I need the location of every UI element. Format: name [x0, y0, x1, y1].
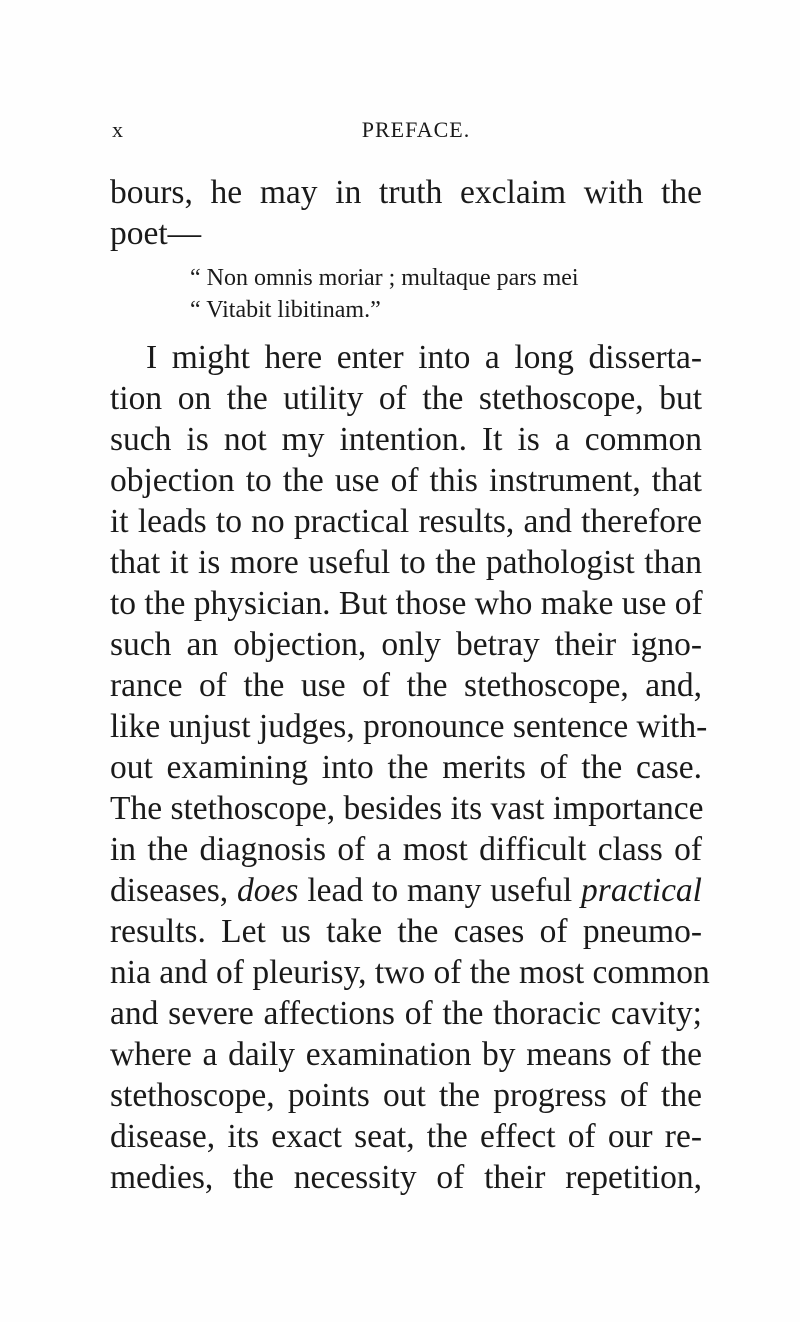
text-line: I might here enter into a long disserta-	[146, 339, 702, 376]
text-line: to the physician. But those who make use of	[110, 585, 703, 622]
text-line: tion on the utility of the stethoscope, but	[110, 380, 702, 417]
verse-quotation	[190, 262, 670, 326]
text-run: diseases,	[110, 872, 238, 909]
text-line: it leads to no practical results, and therefore	[110, 503, 702, 540]
text-line: out examining into the merits of the case.	[110, 749, 702, 786]
text-line: results. Let us take the cases of pneumo-	[110, 913, 702, 950]
text-line: disease, its exact seat, the effect of our re-	[110, 1118, 702, 1155]
emphasis-does: does	[237, 872, 299, 909]
page-number: x	[112, 117, 124, 142]
text-line: nia and of pleurisy, two of the most common	[110, 954, 710, 991]
text-line: and severe affections of the thoracic cavity;	[110, 995, 702, 1032]
body-paragraph	[110, 337, 710, 1198]
text-line: stethoscope, points out the progress of the	[110, 1077, 702, 1114]
text-line: rance of the use of the stethoscope, and,	[110, 667, 702, 704]
text-line: objection to the use of this instrument, that	[110, 462, 702, 499]
text-line: like unjust judges, pronounce sentence with-	[110, 708, 708, 745]
running-title: PREFACE.	[361, 117, 471, 142]
running-head	[112, 117, 700, 147]
continuation-text	[110, 172, 702, 254]
text-line: such an objection, only betray their igno-	[110, 626, 702, 663]
text-line: that it is more useful to the pathologist than	[110, 544, 702, 581]
quote-line: “ Vitabit libitinam.”	[190, 297, 381, 323]
text-line: poet—	[110, 215, 202, 252]
text-line: where a daily examination by means of the	[110, 1036, 702, 1073]
text-line: bours, he may in truth exclaim with the	[110, 174, 702, 211]
text-run: lead to many useful	[298, 872, 582, 909]
text-line: such is not my intention. It is a common	[110, 421, 702, 458]
text-line: in the diagnosis of a most difficult class of	[110, 831, 702, 868]
emphasis-practical: practical	[581, 872, 702, 909]
text-line: medies, the necessity of their repetition,	[110, 1159, 702, 1196]
text-line: The stethoscope, besides its vast importance	[110, 790, 704, 827]
quote-line: “ Non omnis moriar ; multaque pars mei	[190, 265, 579, 291]
text-line-with-emphasis	[110, 870, 702, 911]
